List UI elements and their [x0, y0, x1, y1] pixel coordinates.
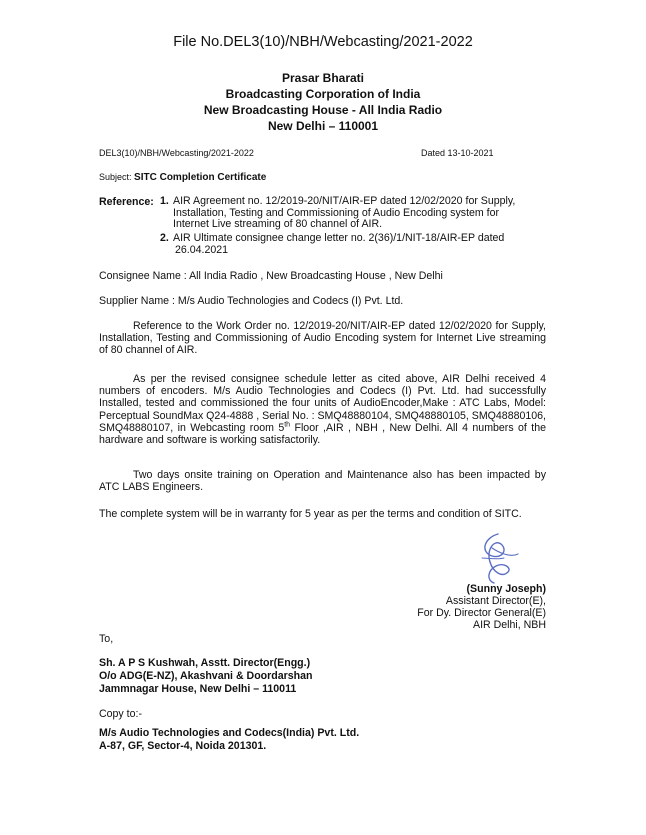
- reference-item-text: [173, 233, 551, 256]
- signatory-name: (Sunny Joseph): [466, 583, 546, 595]
- reference-number: DEL3(10)/NBH/Webcasting/2021-2022: [99, 148, 254, 158]
- reference-item-text: [173, 196, 551, 231]
- copy-to-address: [99, 727, 359, 753]
- recipient-address: [99, 657, 312, 696]
- signatory-designation: Assistant Director(E),: [445, 595, 546, 607]
- org-building: New Broadcasting House - All India Radio: [203, 103, 443, 117]
- superscript-ordinal: th: [284, 421, 291, 429]
- reference-item-number: 1.: [160, 195, 169, 207]
- signatory-office: AIR Delhi, NBH: [473, 619, 546, 631]
- letter-date: Dated 13-10-2021: [421, 148, 494, 158]
- signature-image: [468, 528, 524, 586]
- org-name: Prasar Bharati: [281, 71, 365, 85]
- paragraph-training: [99, 469, 546, 493]
- reference-line: AIR Ultimate consignee change letter no. 2(36)/1/NIT-18/AIR-EP dated: [173, 232, 505, 244]
- subject-label: Subject:: [99, 172, 132, 182]
- paragraph-work-order: [99, 320, 546, 357]
- subject-line: [99, 172, 266, 183]
- reference-item-number: 2.: [160, 232, 169, 244]
- reference-line: Internet Live streaming of 80 channel of AIR.: [173, 218, 383, 230]
- copy-to-label: Copy to:-: [99, 708, 142, 720]
- subject-text: SITC Completion Certificate: [134, 172, 267, 183]
- paragraph-text: Two days onsite training on Operation and Maintenance also has been impacted by ATC LABS Engineers.: [99, 469, 546, 494]
- file-number: File No.DEL3(10)/NBH/Webcasting/2021-2022: [173, 34, 473, 50]
- paragraph-text: As per the revised consignee schedule letter as cited above, AIR Delhi received 4 numbers of encoders. M/s Audio Technologies and Codecs (I) Pvt. Ltd. had successfully Installed, tested and commissioned the four units of AudioEncoder,Make : ATC Labs, Model: Perceptual SoundMax Q24-4888 , Serial No. : SMQ48880104, SMQ48880105, SMQ48880106, SMQ48880107, in Webcasting room 5: [99, 373, 546, 434]
- reference-item: [160, 196, 550, 232]
- supplier-line: Supplier Name : M/s Audio Technologies and Codecs (I) Pvt. Ltd.: [99, 295, 404, 307]
- copy-to-line: A-87, GF, Sector-4, Noida 201301.: [99, 740, 267, 752]
- signatory-for-line: For Dy. Director General(E): [417, 607, 546, 619]
- reference-line: 26.04.2021: [175, 243, 229, 256]
- copy-to-line: M/s Audio Technologies and Codecs(India) Pvt. Ltd.: [99, 727, 360, 739]
- paragraph-warranty: The complete system will be in warranty for 5 year as per the terms and condition of SITC.: [99, 508, 522, 520]
- reference-label: Reference:: [99, 196, 154, 208]
- paragraph-text-continued: Floor ,AIR , NBH , New Delhi. All 4 numbers of the hardware and software is working satisfactorily.: [99, 421, 546, 447]
- org-corporation: Broadcasting Corporation of India: [225, 87, 421, 101]
- paragraph-text: Reference to the Work Order no. 12/2019-20/NIT/AIR-EP dated 12/02/2020 for Supply, Installation, Testing and Commissioning of Audio Encoding system for Internet Live streaming of 80 channel of AIR.: [99, 320, 546, 357]
- signatory-block: [417, 583, 546, 631]
- reference-line: Installation, Testing and Commissioning of Audio Encoding system for: [173, 206, 500, 219]
- consignee-line: Consignee Name : All India Radio , New Broadcasting House , New Delhi: [99, 270, 443, 282]
- org-city: New Delhi – 110001: [267, 119, 379, 133]
- paragraph-installation: [99, 373, 546, 446]
- recipient-line: Sh. A P S Kushwah, Asstt. Director(Engg.): [99, 657, 311, 669]
- reference-line: AIR Agreement no. 12/2019-20/NIT/AIR-EP dated 12/02/2020 for Supply,: [173, 195, 516, 207]
- to-label: To,: [99, 633, 114, 645]
- reference-item: [160, 233, 550, 257]
- recipient-line: Jammnagar House, New Delhi – 110011: [99, 683, 297, 695]
- recipient-line: O/o ADG(E-NZ), Akashvani & Doordarshan: [99, 670, 313, 682]
